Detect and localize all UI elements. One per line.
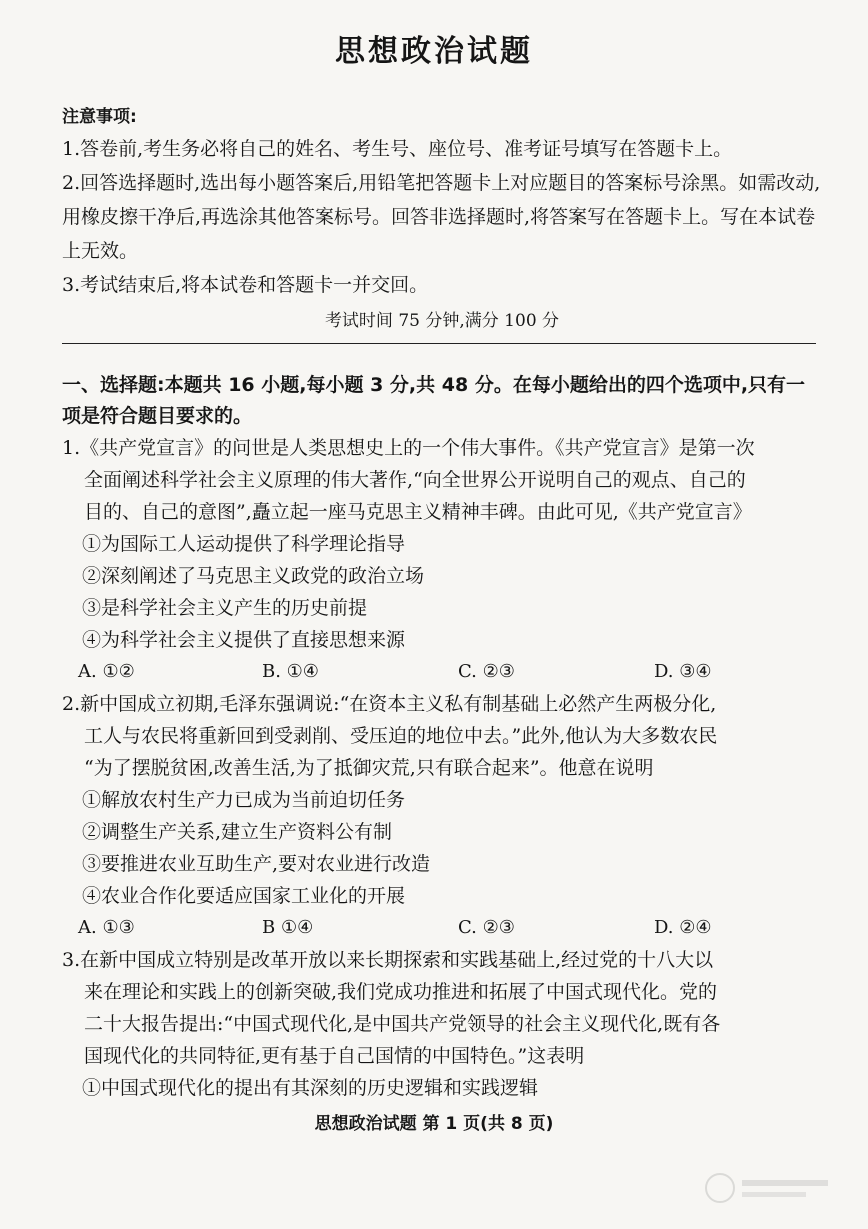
note-item-3: 3.考试结束后,将本试卷和答题卡一并交回。 — [62, 274, 429, 296]
notes-heading: 注意事项: — [62, 107, 137, 127]
statement: ②调整生产关系,建立生产资料公有制 — [82, 821, 393, 843]
option-d: D. ②④ — [654, 917, 712, 938]
note-item-1: 1.答卷前,考生务必将自己的姓名、考生号、座位号、准考证号填写在答题卡上。 — [62, 138, 733, 160]
option-c: C. ②③ — [458, 661, 515, 682]
stem-line: 来在理论和实践上的创新突破,我们党成功推进和拓展了中国式现代化。党的 — [84, 981, 718, 1003]
question-stem — [62, 944, 822, 1072]
exam-title: 思想政治试题 — [335, 34, 533, 69]
stem-line: 目的、自己的意图”,矗立起一座马克思主义精神丰碑。由此可见,《共产党宣言》 — [84, 501, 752, 523]
option-b: B ①④ — [262, 917, 314, 938]
statement: ③是科学社会主义产生的历史前提 — [82, 597, 368, 619]
section-choice — [62, 370, 822, 1104]
question-3 — [62, 944, 822, 1104]
divider-line — [62, 343, 816, 344]
answer-options — [62, 656, 822, 688]
option-a: A. ①③ — [78, 917, 135, 938]
option-d: D. ③④ — [654, 661, 712, 682]
question-stem — [62, 432, 822, 528]
exam-time: 考试时间 75 分钟,满分 100 分 — [324, 311, 560, 331]
statement: ④农业合作化要适应国家工业化的开展 — [82, 885, 406, 907]
stem-line: 1.《共产党宣言》的问世是人类思想史上的一个伟大事件。《共产党宣言》是第一次 — [62, 437, 755, 459]
answer-options — [62, 912, 822, 944]
statement: ③要推进农业互助生产,要对农业进行改造 — [82, 853, 431, 875]
stem-line: 3.在新中国成立特别是改革开放以来长期探索和实践基础上,经过党的十八大以 — [62, 949, 714, 971]
section-heading: 一、选择题:本题共 16 小题,每小题 3 分,共 48 分。在每小题给出的四个选项中,只有一项是符合题目要求的。 — [62, 374, 806, 427]
statement: ②深刻阐述了马克思主义政党的政治立场 — [82, 565, 425, 587]
option-a: A. ①② — [78, 661, 135, 682]
statement: ①为国际工人运动提供了科学理论指导 — [82, 533, 406, 555]
question-1 — [62, 432, 822, 688]
option-b: B. ①④ — [262, 661, 319, 682]
statement: ④为科学社会主义提供了直接思想来源 — [82, 629, 406, 651]
note-item-2: 2.回答选择题时,选出每小题答案后,用铅笔把答题卡上对应题目的答案标号涂黑。如需改动,用橡皮擦干净后,再选涂其他答案标号。回答非选择题时,将答案写在答题卡上。写在本试卷上无效。 — [62, 172, 821, 262]
statement: ①解放农村生产力已成为当前迫切任务 — [82, 789, 406, 811]
stem-line: 2.新中国成立初期,毛泽东强调说:“在资本主义私有制基础上必然产生两极分化, — [62, 693, 717, 715]
stem-line: “为了摆脱贫困,改善生活,为了抵御灾荒,只有联合起来”。他意在说明 — [84, 757, 654, 779]
statement: ①中国式现代化的提出有其深刻的历史逻辑和实践逻辑 — [82, 1077, 539, 1099]
stem-line: 全面阐述科学社会主义原理的伟大著作,“向全世界公开说明自己的观点、自己的 — [84, 469, 746, 491]
watermark-logo-icon — [700, 1168, 840, 1208]
stem-line: 国现代化的共同特征,更有基于自己国情的中国特色。”这表明 — [84, 1045, 585, 1067]
stem-line: 工人与农民将重新回到受剥削、受压迫的地位中去。”此外,他认为大多数农民 — [84, 725, 718, 747]
stem-line: 二十大报告提出:“中国式现代化,是中国共产党领导的社会主义现代化,既有各 — [84, 1013, 721, 1035]
page-footer: 思想政治试题 第 1 页(共 8 页) — [314, 1114, 554, 1134]
question-2 — [62, 688, 822, 944]
option-c: C. ②③ — [458, 917, 515, 938]
notes-block — [62, 100, 822, 338]
question-stem — [62, 688, 822, 784]
